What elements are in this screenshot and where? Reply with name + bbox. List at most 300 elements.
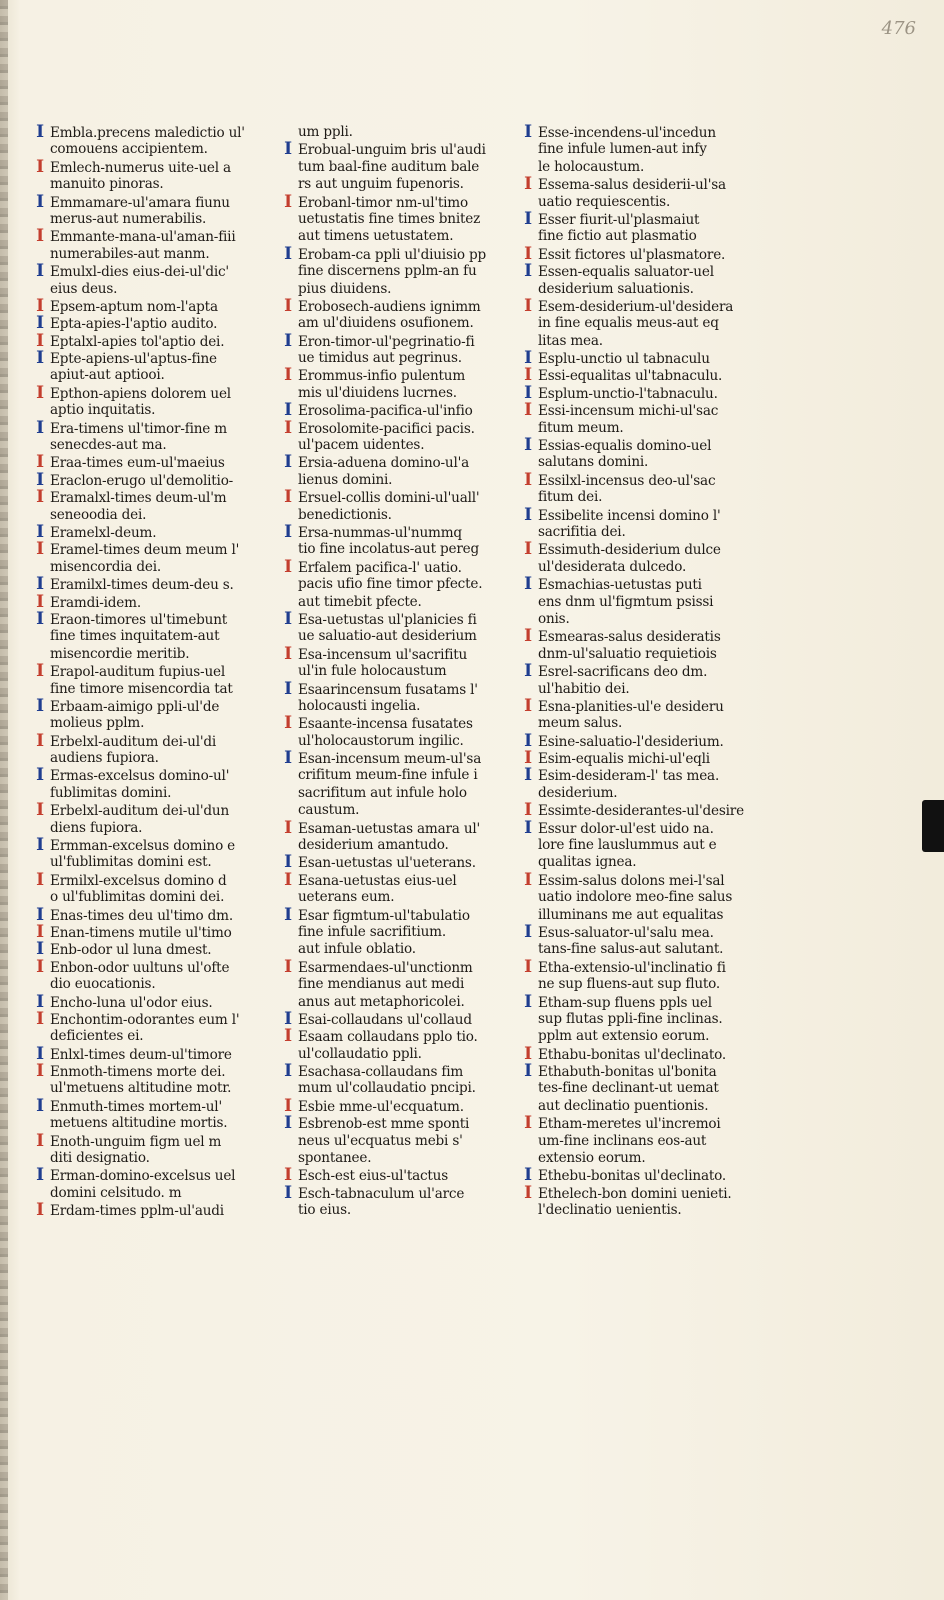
initial-capital-blue: I [524, 350, 532, 368]
entry-continuation: ne sup fluens-aut sup fluto. [538, 976, 721, 993]
entry-text: Epte-apiens-ul'aptus-fine [50, 351, 217, 368]
glossary-entry [522, 1063, 784, 1080]
initial-capital-blue: I [36, 993, 44, 1011]
entry-text: Esna-planities-ul'e desideru [538, 698, 724, 715]
entry-text: Erobosech-audiens ignimm [298, 298, 481, 315]
glossary-entry [282, 1028, 532, 1045]
glossary-entry [34, 924, 286, 941]
entry-continuation: um ppli. [298, 124, 353, 140]
glossary-entry [522, 733, 784, 750]
entry-text: Essen-equalis saluator-uel [538, 264, 714, 281]
initial-capital-blue: I [36, 941, 44, 959]
initial-capital-blue: I [36, 837, 44, 855]
entry-text: Epthon-apiens dolorem uel [50, 385, 231, 402]
entry-text: Eramel-times deum meum l' [50, 542, 240, 559]
entry-continuation: misencordia dei. [50, 558, 161, 575]
initial-capital-blue: I [284, 402, 292, 420]
entry-text: Erobam-ca ppli ul'diuisio pp [298, 246, 486, 263]
initial-capital-blue: I [284, 1010, 292, 1029]
entry-text: Emulxl-dies eius-dei-ul'dic' [50, 264, 229, 281]
entry-text: Esaante-incensa fusatates [298, 716, 473, 733]
entry-continuation: desiderium saluationis. [538, 280, 694, 297]
initial-capital-blue: I [524, 1063, 532, 1081]
entry-continuation: ue timidus aut pegrinus. [298, 350, 462, 367]
initial-capital-blue: I [284, 750, 292, 768]
initial-capital-blue: I [36, 906, 44, 924]
entry-text: Erbaam-aimigo ppli-ul'de [50, 698, 220, 715]
initial-capital-blue: I [524, 384, 532, 403]
initial-capital-red: I [524, 471, 532, 490]
glossary-entry [522, 437, 784, 454]
glossary-entry [522, 924, 784, 941]
glossary-entry [34, 333, 286, 350]
entry-continuation: benedictionis. [298, 506, 392, 523]
glossary-entry [34, 941, 286, 958]
entry-text: Enas-times deu ul'timo dm. [50, 907, 233, 924]
glossary-entry [34, 907, 286, 924]
glossary-entry [282, 872, 532, 889]
initial-capital-red: I [36, 1202, 44, 1220]
entry-continuation: tio fine incolatus-aut pereg [298, 541, 479, 558]
entry-text: Esser fiurit-ul'plasmaiut [538, 211, 700, 228]
entry-text: Esplu-unctio ul tabnaculu [538, 351, 710, 368]
glossary-entry [34, 611, 286, 628]
initial-capital-red: I [36, 489, 44, 507]
entry-text: Essit fictores ul'plasmatore. [538, 246, 726, 263]
entry-text: Ersa-nummas-ul'nummq [298, 524, 462, 541]
entry-text: Epta-apies-l'aptio audito. [50, 316, 218, 333]
glossary-entry [282, 420, 532, 437]
initial-capital-red: I [524, 958, 532, 977]
entry-text: Eraon-timores ul'timebunt [50, 611, 228, 628]
entry-text: Esmachias-uetustas puti [538, 577, 702, 594]
glossary-entry [282, 194, 532, 211]
glossary-entry [282, 1115, 532, 1132]
entry-continuation: pius diuidens. [298, 280, 392, 297]
entry-text: Essimte-desiderantes-ul'desire [538, 803, 744, 820]
entry-continuation: neus ul'ecquatus mebi s' [298, 1132, 463, 1149]
entry-continuation: ul'fublimitas domini est. [50, 854, 212, 871]
entry-continuation: litas mea. [538, 332, 603, 349]
glossary-entry [522, 1185, 784, 1202]
column-3 [522, 124, 784, 1220]
entry-continuation: uatio requiescentis. [538, 193, 671, 210]
entry-text: Enlxl-times deum-ul'timore [50, 1046, 232, 1063]
entry-continuation: dio euocationis. [50, 976, 156, 993]
entry-text: Enbon-odor uultuns ul'ofte [50, 959, 230, 976]
glossary-entry [34, 541, 286, 558]
entry-continuation: numerabiles-aut manm. [50, 245, 210, 262]
entry-continuation: uetustatis fine times bnitez [298, 210, 481, 227]
entry-text: Emlech-numerus uite-uel a [50, 159, 231, 176]
glossary-entry [522, 402, 784, 419]
entry-text: Esmearas-salus desideratis [538, 629, 721, 646]
entry-continuation: mis ul'diuidens lucrnes. [298, 384, 457, 401]
entry-continuation: aut declinatio puentionis. [538, 1097, 709, 1114]
glossary-entry [34, 872, 286, 889]
initial-capital-blue: I [36, 1167, 44, 1185]
initial-capital-blue: I [524, 663, 532, 681]
entry-continuation: desiderium amantudo. [298, 837, 449, 854]
entry-continuation: rs aut unguim fupenoris. [298, 176, 464, 193]
entry-continuation: anus aut metaphoricolei. [298, 993, 465, 1010]
initial-capital-blue: I [36, 419, 44, 438]
glossary-entry [34, 159, 286, 176]
initial-capital-red: I [36, 1063, 44, 1081]
entry-continuation: pplm aut extensio eorum. [538, 1028, 710, 1045]
entry-text: Esrel-sacrificans deo dm. [538, 664, 708, 681]
initial-capital-blue: I [284, 245, 292, 264]
initial-capital-red: I [524, 297, 532, 316]
glossary-entry [522, 1046, 784, 1063]
column-2 [282, 124, 532, 1220]
glossary-entry [34, 594, 286, 611]
entry-continuation: lienus domini. [298, 471, 393, 488]
entry-text: Essema-salus desiderii-ul'sa [538, 177, 726, 194]
entry-continuation: aptio inquitatis. [50, 402, 156, 419]
entry-continuation: extensio eorum. [538, 1150, 646, 1167]
entry-text: Era-timens ul'timor-fine m [50, 420, 227, 437]
entry-text: Esaam collaudans pplo tio. [298, 1029, 478, 1046]
initial-capital-blue: I [524, 923, 532, 942]
entry-continuation: tans-fine salus-aut salutant. [538, 941, 724, 958]
page-tab-marker [922, 800, 944, 852]
entry-text: Essi-incensum michi-ul'sac [538, 403, 719, 420]
entry-continuation: sacrifitum aut infule holo [298, 784, 467, 801]
entry-text: Enb-odor ul luna dmest. [50, 942, 212, 959]
glossary-entry [522, 246, 784, 263]
initial-capital-red: I [284, 819, 292, 838]
entry-text: Esem-desiderium-ul'desidera [538, 298, 734, 315]
glossary-entry [34, 263, 286, 280]
glossary-entry [282, 646, 532, 663]
initial-capital-red: I [36, 384, 44, 403]
glossary-entry [282, 959, 532, 976]
initial-capital-red: I [284, 193, 292, 211]
entry-continuation: o ul'fublimitas domini dei. [50, 889, 225, 906]
entry-text: Esar figmtum-ul'tabulatio [298, 907, 470, 924]
initial-capital-blue: I [284, 906, 292, 924]
entry-continuation: uatio indolore meo-fine salus [538, 889, 733, 906]
entry-text: Esplum-unctio-l'tabnaculu. [538, 385, 718, 402]
entry-text: Enchontim-odorantes eum l' [50, 1011, 240, 1028]
entry-continuation: ul'pacem uidentes. [298, 437, 425, 454]
initial-capital-red: I [524, 367, 532, 385]
glossary-entry [522, 1115, 784, 1132]
entry-text: Esch-est eius-ul'tactus [298, 1168, 448, 1185]
initial-capital-blue: I [36, 1045, 44, 1064]
glossary-entry [522, 802, 784, 819]
entry-text: Eramilxl-times deum-deu s. [50, 577, 234, 594]
entry-text: Erosolima-pacifica-ul'infio [298, 403, 473, 420]
entry-text: Embla.precens maledictio ul' [50, 125, 245, 141]
glossary-entry [522, 820, 784, 837]
entry-continuation: misencordie meritib. [50, 645, 190, 662]
entry-text: Essibelite incensi domino l' [538, 507, 721, 524]
entry-text: Esine-saluatio-l'desiderium. [538, 733, 724, 750]
initial-capital-blue: I [524, 437, 532, 455]
entry-text: Erobual-unguim bris ul'audi [298, 142, 486, 159]
entry-text: Eptalxl-apies tol'aptio dei. [50, 333, 225, 350]
glossary-entry [34, 1167, 286, 1184]
initial-capital-blue: I [524, 819, 532, 838]
entry-text: Esaarincensum fusatams l' [298, 681, 478, 698]
entry-text: Esan-uetustas ul'ueterans. [298, 855, 476, 872]
initial-capital-blue: I [284, 854, 292, 872]
glossary-entry [522, 507, 784, 524]
glossary-entry [282, 402, 532, 419]
glossary-entry [34, 524, 286, 541]
initial-capital-blue: I [36, 350, 44, 368]
initial-capital-red: I [36, 332, 44, 351]
initial-capital-blue: I [36, 767, 44, 785]
initial-capital-blue: I [36, 315, 44, 333]
entry-continuation: um-fine inclinans eos-aut [538, 1132, 707, 1149]
entry-text: Ethabu-bonitas ul'declinato. [538, 1046, 727, 1063]
glossary-entry [522, 872, 784, 889]
entry-text: Emmante-mana-ul'aman-fiii [50, 229, 236, 246]
initial-capital-red: I [524, 697, 532, 716]
entry-continuation: ens dnm ul'figmtum psissi [538, 593, 714, 610]
initial-capital-blue: I [284, 1184, 292, 1203]
glossary-entry [282, 1063, 532, 1080]
entry-continuation: comouens accipientem. [50, 141, 208, 158]
initial-capital-blue: I [36, 610, 44, 629]
glossary-entry [34, 228, 286, 245]
entry-text: Erapol-auditum fupius-uel [50, 664, 225, 681]
entry-text: Erosolomite-pacifici pacis. [298, 420, 475, 437]
glossary-entry [34, 472, 286, 489]
glossary-entry [34, 959, 286, 976]
glossary-entry [282, 907, 532, 924]
glossary-entry [282, 367, 532, 384]
glossary-entry [34, 454, 286, 471]
glossary-entry [34, 663, 286, 680]
glossary-entry [522, 628, 784, 645]
glossary-entry [522, 367, 784, 384]
entry-continuation: tum baal-fine auditum bale [298, 158, 480, 175]
initial-capital-red: I [36, 663, 44, 681]
entry-text: Esa-incensum ul'sacrifitu [298, 646, 468, 663]
glossary-entry [282, 715, 532, 732]
glossary-entry [34, 1046, 286, 1063]
initial-capital-red: I [284, 558, 292, 577]
initial-capital-blue: I [284, 523, 292, 542]
entry-text: Esse-incendens-ul'incedun [538, 125, 716, 141]
glossary-entry [34, 1011, 286, 1028]
initial-capital-red: I [284, 645, 292, 664]
entry-continuation: holocausti ingelia. [298, 697, 421, 714]
initial-capital-red: I [284, 367, 292, 385]
entry-continuation: fine discernens pplm-an fu [298, 263, 477, 280]
entry-text: Ermman-excelsus domino e [50, 838, 236, 855]
entry-text: Ersia-aduena domino-ul'a [298, 455, 470, 472]
glossary-entry [34, 1063, 286, 1080]
initial-capital-blue: I [284, 332, 292, 351]
entry-text: Esbie mme-ul'ecquatum. [298, 1098, 464, 1115]
glossary-entry [522, 750, 784, 767]
glossary-entry [522, 211, 784, 228]
entry-continuation: dnm-ul'saluatio requietiois [538, 645, 717, 662]
glossary-entry [522, 1167, 784, 1184]
entry-text: Esus-saluator-ul'salu mea. [538, 924, 714, 941]
glossary-entry [34, 298, 286, 315]
initial-capital-blue: I [36, 263, 44, 281]
glossary-entry [34, 194, 286, 211]
glossary-entry [34, 802, 286, 819]
entry-continuation: fine timore misencordia tat [50, 680, 233, 697]
glossary-entry [522, 663, 784, 680]
entry-continuation: mum ul'collaudatio pncipi. [298, 1080, 476, 1097]
initial-capital-blue: I [524, 576, 532, 594]
glossary-entry [34, 733, 286, 750]
glossary-entry [282, 298, 532, 315]
entry-text: Eramelxl-deum. [50, 524, 157, 541]
initial-capital-red: I [36, 228, 44, 246]
entry-continuation: ul'collaudatio ppli. [298, 1045, 422, 1062]
glossary-entry [282, 854, 532, 871]
entry-continuation: desiderium. [538, 784, 618, 801]
entry-continuation: manuito pinoras. [50, 176, 164, 193]
initial-capital-red: I [524, 802, 532, 820]
entry-text: Esarmendaes-ul'unctionm [298, 959, 473, 976]
entry-text: Esaman-uetustas amara ul' [298, 820, 481, 837]
glossary-entry [522, 541, 784, 558]
glossary-entry [522, 767, 784, 784]
entry-continuation: illuminans me aut equalitas [538, 906, 724, 923]
glossary-entry [34, 420, 286, 437]
initial-capital-red: I [36, 732, 44, 751]
initial-capital-blue: I [284, 454, 292, 472]
glossary-entry [34, 350, 286, 367]
glossary-entry [282, 750, 532, 767]
entry-text: Eraa-times eum-ul'maeius [50, 455, 225, 472]
entry-text: Ethebu-bonitas ul'declinato. [538, 1168, 726, 1185]
glossary-entry [34, 994, 286, 1011]
entry-text: Eramdi-idem. [50, 594, 141, 611]
entry-text: Esai-collaudans ul'collaud [298, 1011, 472, 1028]
entry-text: Essilxl-incensus deo-ul'sac [538, 472, 716, 489]
glossary-entry [522, 124, 784, 141]
entry-text: Emmamare-ul'amara fiunu [50, 194, 230, 211]
initial-capital-blue: I [36, 1097, 44, 1116]
entry-continuation: diens fupiora. [50, 819, 143, 836]
entry-continuation: spontanee. [298, 1150, 372, 1167]
glossary-entry [522, 994, 784, 1011]
entry-text: Erbelxl-auditum dei-ul'di [50, 733, 217, 750]
initial-capital-blue: I [524, 767, 532, 785]
entry-continuation: domini celsitudo. m [50, 1184, 182, 1201]
entry-text: Etham-sup fluens ppls uel [538, 994, 712, 1011]
initial-capital-red: I [524, 402, 532, 420]
binding-edge [0, 0, 8, 1600]
entry-continuation: aut timens uetustatem. [298, 228, 454, 245]
entry-text: Enmoth-timens morte dei. [50, 1064, 226, 1081]
glossary-entry [522, 263, 784, 280]
entry-continuation: fitum dei. [538, 489, 603, 506]
glossary-entry [34, 837, 286, 854]
glossary-entry [34, 124, 286, 141]
entry-continuation: audiens fupiora. [50, 750, 159, 767]
initial-capital-red: I [36, 593, 44, 611]
entry-continuation: fine times inquitatem-aut [50, 628, 220, 645]
entry-text: Erdam-times pplm-ul'audi [50, 1203, 224, 1220]
initial-capital-blue: I [524, 263, 532, 281]
entry-continuation: in fine equalis meus-aut eq [538, 315, 719, 332]
glossary-entry [34, 767, 286, 784]
entry-text: Eraclon-erugo ul'demolitio- [50, 472, 234, 489]
entry-continuation: deficientes ei. [50, 1028, 144, 1045]
glossary-entry [282, 611, 532, 628]
initial-capital-red: I [524, 750, 532, 768]
glossary-entry [282, 141, 532, 158]
initial-capital-red: I [524, 176, 532, 194]
glossary-entry [522, 472, 784, 489]
initial-capital-red: I [284, 489, 292, 507]
entry-text: Encho-luna ul'odor eius. [50, 994, 213, 1011]
initial-capital-red: I [284, 297, 292, 316]
entry-continuation: meum salus. [538, 715, 623, 732]
entry-continuation: fine fictio aut plasmatio [538, 228, 697, 245]
entry-continuation: aut timebit pfecte. [298, 593, 422, 610]
initial-capital-blue: I [36, 124, 44, 142]
entry-text: Enan-timens mutile ul'timo [50, 924, 232, 941]
glossary-entry [282, 524, 532, 541]
entry-text: Essias-equalis domino-uel [538, 438, 712, 455]
initial-capital-red: I [524, 541, 532, 559]
glossary-entry [282, 454, 532, 471]
entry-text: Ersuel-collis domini-ul'uall' [298, 490, 480, 507]
entry-text: Esachasa-collaudans fim [298, 1064, 464, 1081]
entry-continuation: caustum. [298, 802, 360, 819]
initial-capital-red: I [524, 628, 532, 646]
entry-text: Etham-meretes ul'incremoi [538, 1116, 721, 1133]
entry-continuation: ul'metuens altitudine motr. [50, 1080, 232, 1097]
initial-capital-red: I [284, 958, 292, 977]
glossary-entry [34, 698, 286, 715]
initial-capital-red: I [284, 715, 292, 733]
initial-capital-red: I [524, 245, 532, 264]
entry-text: Erommus-infio pulentum [298, 368, 466, 385]
entry-continuation: salutans domini. [538, 454, 649, 471]
entry-continuation: molieus pplm. [50, 715, 145, 732]
entry-continuation: eius deus. [50, 280, 118, 297]
initial-capital-red: I [284, 419, 292, 438]
glossary-entry [522, 385, 784, 402]
entry-text: Eramalxl-times deum-ul'm [50, 490, 227, 507]
entry-text: Ethabuth-bonitas ul'bonita [538, 1064, 717, 1081]
initial-capital-blue: I [284, 610, 292, 629]
glossary-entry [282, 681, 532, 698]
entry-text: Essur dolor-ul'est uido na. [538, 820, 714, 837]
folio-number: 476 [881, 18, 916, 39]
initial-capital-red: I [36, 802, 44, 820]
entry-text: Esa-uetustas ul'planicies fi [298, 611, 477, 628]
initial-capital-blue: I [36, 193, 44, 211]
glossary-entry [34, 576, 286, 593]
glossary-entry [282, 246, 532, 263]
entry-continuation: apiut-aut aptiooi. [50, 367, 165, 384]
initial-capital-red: I [524, 1115, 532, 1133]
entry-text: Erbelxl-auditum dei-ul'dun [50, 803, 229, 820]
entry-text: Epsem-aptum nom-l'apta [50, 298, 218, 315]
entry-text: Etha-extensio-ul'inclinatio fi [538, 959, 726, 976]
entry-continuation: tes-fine declinant-ut uemat [538, 1080, 719, 1097]
entry-continuation: senecdes-aut ma. [50, 437, 167, 454]
entry-continuation: fublimitas domini. [50, 784, 172, 801]
entry-text: Esbrenob-est mme sponti [298, 1116, 470, 1133]
initial-capital-blue: I [284, 680, 292, 698]
